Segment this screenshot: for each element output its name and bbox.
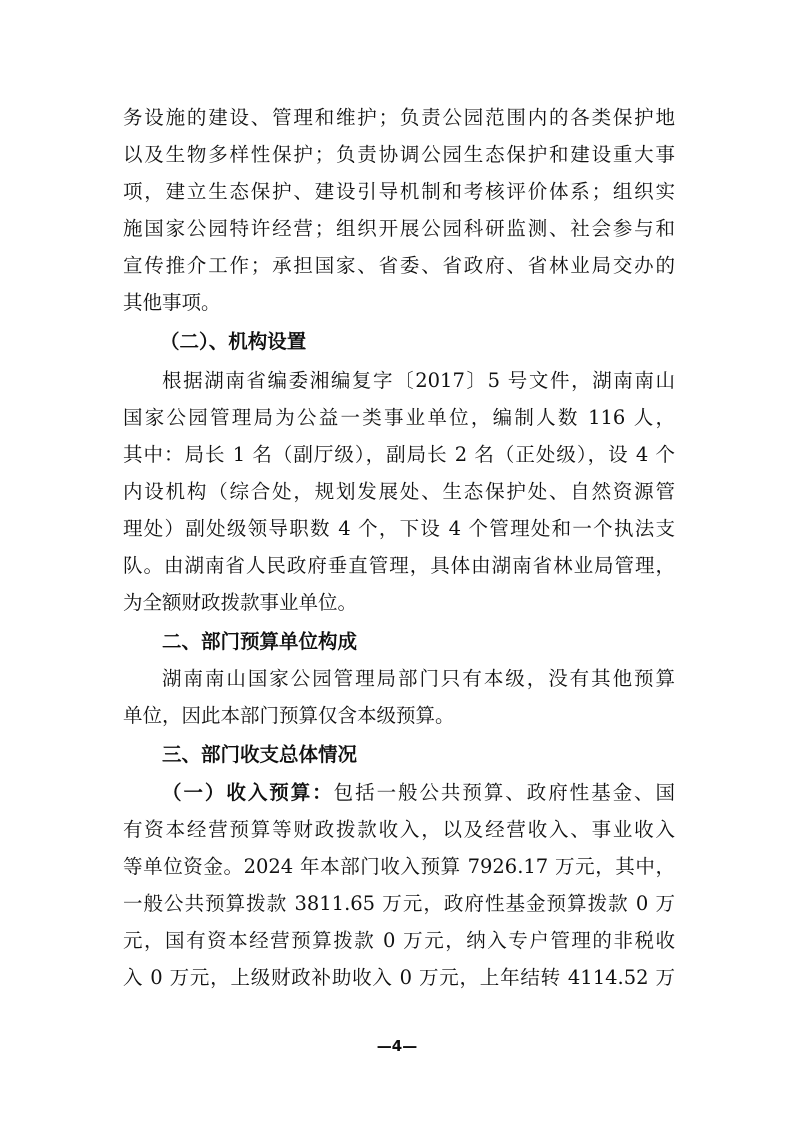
paragraph-line: 入 0 万元，上级财政补助收入 0 万元，上年结转 4114.52 万 xyxy=(123,966,675,989)
paragraph-line: 项，建立生态保护、建设引导机制和考核评价体系；组织实 xyxy=(123,180,675,203)
paragraph-line: 有资本经营预算等财政拨款收入，以及经营收入、事业收入 xyxy=(123,818,675,841)
paragraph-line: 以及生物多样性保护；负责协调公园生态保护和建设重大事 xyxy=(123,143,675,166)
paragraph-line: 理处）副处级领导职数 4 个，下设 4 个管理处和一个执法支 xyxy=(123,517,675,540)
section-heading: 二、部门预算单位构成 xyxy=(162,630,358,653)
paragraph-line: 其中：局长 1 名（副厅级），副局长 2 名（正处级），设 4 个 xyxy=(123,443,675,466)
income-first-line-text: 包括一般公共预算、政府性基金、国 xyxy=(333,781,675,804)
paragraph-line: 其他事项。 xyxy=(123,291,221,314)
income-first-line xyxy=(162,778,675,808)
paragraph-line: 务设施的建设、管理和维护；负责公园范围内的各类保护地 xyxy=(123,106,675,129)
paragraph-line: 内设机构（综合处，规划发展处、生态保护处、自然资源管 xyxy=(123,480,675,503)
paragraph-line: 施国家公园特许经营；组织开展公园科研监测、社会参与和 xyxy=(123,217,675,240)
income-label: （一）收入预算： xyxy=(162,781,334,804)
paragraph-line: 为全额财政拨款事业单位。 xyxy=(123,591,358,614)
page-number: —4— xyxy=(376,1037,418,1055)
paragraph-line: 等单位资金。2024 年本部门收入预算 7926.17 万元，其中， xyxy=(123,855,675,878)
section-heading: 三、部门收支总体情况 xyxy=(162,743,358,766)
section-heading: （二）、机构设置 xyxy=(160,330,307,353)
paragraph-line: 国家公园管理局为公益一类事业单位，编制人数 116 人， xyxy=(123,406,675,429)
paragraph-line: 根据湖南省编委湘编复字〔2017〕5 号文件，湖南南山 xyxy=(162,369,675,392)
paragraph-line: 湖南南山国家公园管理局部门只有本级，没有其他预算 xyxy=(162,667,675,690)
paragraph-line: 一般公共预算拨款 3811.65 万元，政府性基金预算拨款 0 万 xyxy=(123,892,675,915)
paragraph-line: 单位，因此本部门预算仅含本级预算。 xyxy=(123,704,455,727)
paragraph-line: 队。由湖南省人民政府垂直管理，具体由湖南省林业局管理， xyxy=(123,554,675,577)
paragraph-line: 元，国有资本经营预算拨款 0 万元，纳入专户管理的非税收 xyxy=(123,929,675,952)
paragraph-line: 宣传推介工作；承担国家、省委、省政府、省林业局交办的 xyxy=(123,254,675,277)
